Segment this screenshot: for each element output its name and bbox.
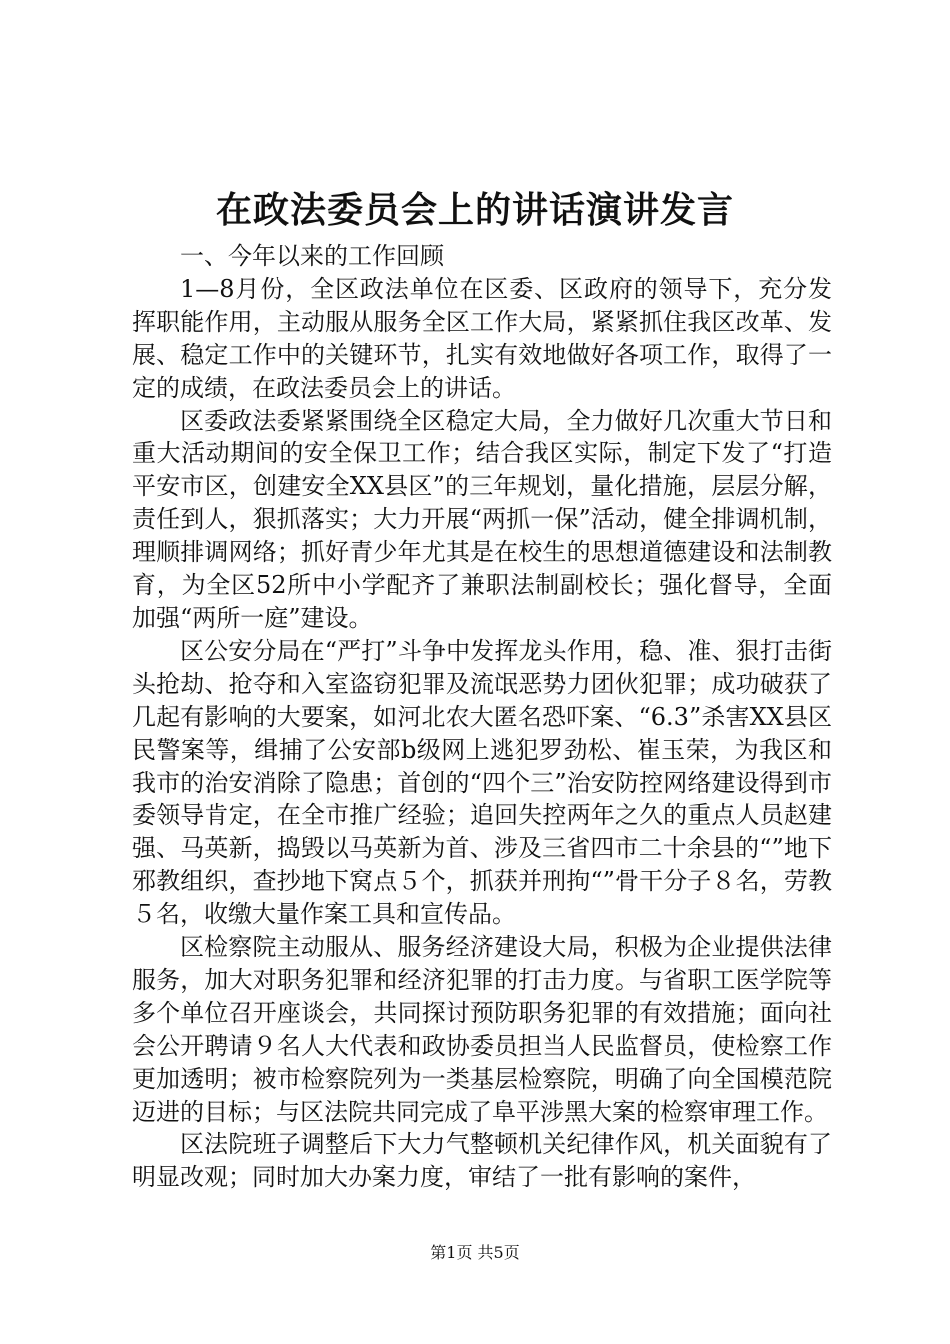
document-title: 在政法委员会上的讲话演讲发言 — [215, 189, 734, 231]
page-number-footer: 第1页 共5页 — [430, 1243, 520, 1262]
document-body — [132, 240, 832, 1194]
paragraph-public-security: 区公安分局在“严打”斗争中发挥龙头作用，稳、准、狠打击街头抢劫、抢夺和入室盗窃犯罪及流氓恶势力团伙犯罪；成功破获了几起有影响的大要案，如河北农大匿名恐吓案、“6.3”杀害XX县区民警案等，缉捕了公安部b级网上逃犯罗劲松、崔玉荣，为我区和我市的治安消除了隐患；首创的“四个三”治安防控网络建设得到市委领导肯定，在全市推广经验；追回失控两年之久的重点人员赵建强、马英新，捣毁以马英新为首、涉及三省四市二十余县的“”地下邪教组织，查抄地下窝点５个，抓获并刑拘“”骨干分子８名，劳教５名，收缴大量作案工具和宣传品。 — [132, 636, 832, 929]
paragraph-political-legal-committee: 区委政法委紧紧围绕全区稳定大局，全力做好几次重大节日和重大活动期间的安全保卫工作；结合我区实际，制定下发了“打造平安市区，创建安全XX县区”的三年规划，量化措施，层层分解，责任到人，狠抓落实；大力开展“两抓一保”活动，健全排调机制，理顺排调网络；抓好青少年尤其是在校生的思想道德建设和法制教育，为全区52所中小学配齐了兼职法制副校长；强化督导，全面加强“两所一庭”建设。 — [132, 406, 832, 632]
paragraph-court: 区法院班子调整后下大力气整顿机关纪律作风，机关面貌有了明显改观；同时加大办案力度，审结了一批有影响的案件， — [132, 1130, 832, 1192]
paragraph-procuratorate: 区检察院主动服从、服务经济建设大局，积极为企业提供法律服务，加大对职务犯罪和经济犯罪的打击力度。与省职工医学院等多个单位召开座谈会，共同探讨预防职务犯罪的有效措施；面向社会公开聘请９名人大代表和政协委员担当人民监督员，使检察工作更加透明；被市检察院列为一类基层检察院，明确了向全国模范院迈进的目标；与区法院共同完成了阜平涉黑大案的检察审理工作。 — [132, 933, 832, 1126]
section-heading: 一、今年以来的工作回顾 — [180, 242, 444, 270]
paragraph-overview: 1—8月份，全区政法单位在区委、区政府的领导下，充分发挥职能作用，主动服从服务全区工作大局，紧紧抓住我区改革、发展、稳定工作中的关键环节，扎实有效地做好各项工作，取得了一定的成绩，在政法委员会上的讲话。 — [132, 274, 832, 402]
